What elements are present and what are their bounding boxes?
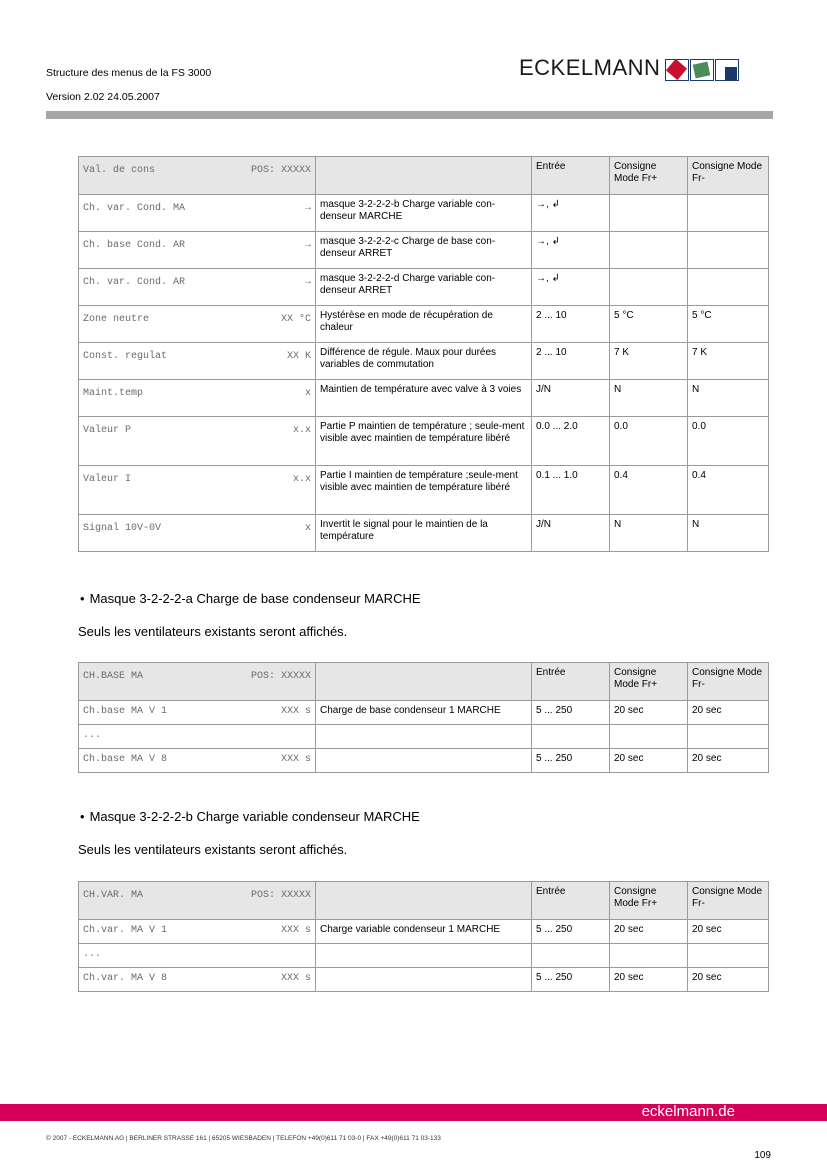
table-cell: 20 sec (610, 749, 688, 773)
menu-table-3 (78, 881, 769, 992)
table-cell: Partie I maintien de température ;seule-ment visible avec maintien de température libéré (316, 466, 532, 515)
table-cell: masque 3-2-2-2-b Charge variable con-denseur MARCHE (316, 195, 532, 232)
table-cell: 20 sec (610, 968, 688, 992)
table-cell: Différence de régule. Maux pour durées variables de commutation (316, 343, 532, 380)
table-cell: N (610, 380, 688, 417)
entree-header: Entrée (532, 882, 610, 920)
table-cell: J/N (532, 515, 610, 552)
table-cell: Partie P maintien de température ; seule-ment visible avec maintien de température libéré (316, 417, 532, 466)
table-cell: ... (79, 725, 316, 749)
table-cell: Zone neutre XX °C (79, 306, 316, 343)
table-cell: Ch.var. MA V 8 XXX s (79, 968, 316, 992)
table-row (79, 968, 769, 992)
table-cell: J/N (532, 380, 610, 417)
consigne-fr-minus-header: Consigne Mode Fr- (688, 882, 769, 920)
table-cell: Hystérèse en mode de récupération de chaleur (316, 306, 532, 343)
table-cell (610, 232, 688, 269)
table-cell: Const. regulat XX K (79, 343, 316, 380)
section-text-a: Seuls les ventilateurs existants seront affichés. (78, 624, 348, 639)
table-cell (688, 232, 769, 269)
table-cell: Ch. base Cond. AR → (79, 232, 316, 269)
table-header-row (79, 157, 769, 195)
table-row (79, 515, 769, 552)
table-cell: Ch.var. MA V 1 XXX s (79, 920, 316, 944)
table-cell: masque 3-2-2-2-d Charge variable con-denseur ARRET (316, 269, 532, 306)
table-cell: Ch. var. Cond. MA → (79, 195, 316, 232)
table-cell (316, 725, 532, 749)
header-divider (46, 111, 773, 119)
table-cell: 7 K (688, 343, 769, 380)
table-cell (688, 269, 769, 306)
table-row (79, 920, 769, 944)
table-cell: Invertit le signal pour le maintien de la température (316, 515, 532, 552)
table-cell: N (688, 515, 769, 552)
table-cell: Valeur P x.x (79, 417, 316, 466)
table-cell: Charge de base condenseur 1 MARCHE (316, 701, 532, 725)
consigne-fr-plus-header: Consigne Mode Fr+ (610, 157, 688, 195)
footer-copyright: © 2007 - ECKELMANN AG | BERLINER STRASSE 161 | 65205 WIESBADEN | TELEFON +49(0)611 71 03-0 | FAX +49(0)611 71 03-133 (46, 1135, 441, 1142)
page-number: 109 (754, 1150, 771, 1161)
table-row (79, 417, 769, 466)
table-row (79, 380, 769, 417)
header-version: Version 2.02 24.05.2007 (46, 91, 160, 103)
table-row (79, 701, 769, 725)
table-cell: N (610, 515, 688, 552)
logo-text: ECKELMANN (519, 55, 661, 80)
table-row (79, 232, 769, 269)
section-bullet-a: • Masque 3-2-2-2-a Charge de base condenseur MARCHE (80, 591, 421, 606)
table-cell: 2 ... 10 (532, 343, 610, 380)
table-cell: Signal 10V-0V x (79, 515, 316, 552)
table-cell (688, 944, 769, 968)
table-cell (688, 195, 769, 232)
consigne-fr-minus-header: Consigne Mode Fr- (688, 663, 769, 701)
table-cell: CH.VAR. MA POS: XXXXX (79, 882, 316, 920)
table-cell: Maintien de température avec valve à 3 voies (316, 380, 532, 417)
table-cell: Ch. var. Cond. AR → (79, 269, 316, 306)
table-cell: 0.1 ... 1.0 (532, 466, 610, 515)
table-cell (610, 195, 688, 232)
desc-cell (316, 157, 532, 195)
entree-header: Entrée (532, 663, 610, 701)
section-bullet-b: • Masque 3-2-2-2-b Charge variable condenseur MARCHE (80, 809, 420, 824)
table-row (79, 269, 769, 306)
table-cell: 2 ... 10 (532, 306, 610, 343)
table-cell: Ch.base MA V 1 XXX s (79, 701, 316, 725)
table-cell: 5 ... 250 (532, 968, 610, 992)
table-cell: Valeur I x.x (79, 466, 316, 515)
table-cell: 0.0 (688, 417, 769, 466)
table-row (79, 749, 769, 773)
table-cell (532, 944, 610, 968)
table-cell: 20 sec (688, 920, 769, 944)
entree-header: Entrée (532, 157, 610, 195)
table-cell: 5 °C (688, 306, 769, 343)
table-cell: →, ↲ (532, 195, 610, 232)
table-cell (316, 882, 532, 920)
table-cell (316, 968, 532, 992)
table-cell: N (688, 380, 769, 417)
table-cell (532, 725, 610, 749)
consigne-fr-plus-header: Consigne Mode Fr+ (610, 882, 688, 920)
table-cell: 7 K (610, 343, 688, 380)
table-cell: →, ↲ (532, 232, 610, 269)
table-header-row (79, 663, 769, 701)
table-cell: 20 sec (610, 701, 688, 725)
table-row (79, 343, 769, 380)
table-cell: 5 ... 250 (532, 701, 610, 725)
logo-squares-icon (664, 55, 739, 81)
menu-table-2 (78, 662, 769, 773)
table-cell: CH.BASE MA POS: XXXXX (79, 663, 316, 701)
menu-table-1 (78, 156, 769, 552)
header-title: Structure des menus de la FS 3000 (46, 67, 212, 79)
table-row (79, 466, 769, 515)
table-cell: →, ↲ (532, 269, 610, 306)
table-cell: 0.4 (688, 466, 769, 515)
section-text-b: Seuls les ventilateurs existants seront affichés. (78, 842, 348, 857)
table-cell: Charge variable condenseur 1 MARCHE (316, 920, 532, 944)
table-cell: 5 °C (610, 306, 688, 343)
table-cell: masque 3-2-2-2-c Charge de base con-denseur ARRET (316, 232, 532, 269)
footer-url-link[interactable]: eckelmann.de (641, 1103, 735, 1120)
table-cell: 20 sec (688, 701, 769, 725)
table-cell (316, 944, 532, 968)
table-cell (688, 725, 769, 749)
table-cell (316, 663, 532, 701)
table-header-row (79, 882, 769, 920)
table-cell: 0.0 (610, 417, 688, 466)
consigne-fr-plus-header: Consigne Mode Fr+ (610, 663, 688, 701)
table-cell: 0.0 ... 2.0 (532, 417, 610, 466)
table-row (79, 306, 769, 343)
table-cell (316, 749, 532, 773)
lcd-cell: Val. de cons POS: XXXXX (79, 157, 316, 195)
table-cell: 5 ... 250 (532, 920, 610, 944)
table-cell: ... (79, 944, 316, 968)
table-cell: 20 sec (610, 920, 688, 944)
table-cell (610, 269, 688, 306)
table-cell (610, 725, 688, 749)
table-cell: Maint.temp x (79, 380, 316, 417)
table-row (79, 195, 769, 232)
table-cell: Ch.base MA V 8 XXX s (79, 749, 316, 773)
table-cell: 0.4 (610, 466, 688, 515)
table-row (79, 725, 769, 749)
table-cell: 5 ... 250 (532, 749, 610, 773)
table-cell: 20 sec (688, 968, 769, 992)
table-cell: 20 sec (688, 749, 769, 773)
table-row (79, 944, 769, 968)
eckelmann-logo (519, 55, 739, 81)
consigne-fr-minus-header: Consigne Mode Fr- (688, 157, 769, 195)
table-cell (610, 944, 688, 968)
